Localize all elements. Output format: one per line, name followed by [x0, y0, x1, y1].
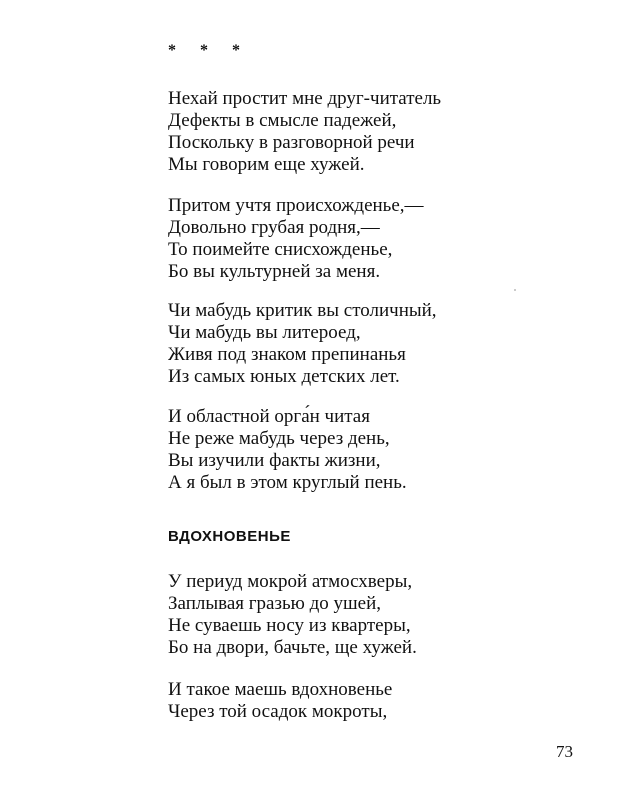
verse-line: Вы изучили факты жизни,	[168, 450, 381, 471]
verse-line: И областной орга́н читая	[168, 406, 370, 427]
poem1-stanza-4	[168, 406, 407, 494]
verse-line: Притом учтя происхожденье,—	[168, 195, 424, 216]
verse-line: Заплывая гразью до ушей,	[168, 593, 381, 614]
verse-line: А я был в этом круглый пень.	[168, 472, 407, 493]
verse-line: Бо вы культурней за меня.	[168, 261, 381, 282]
verse-line: Чи мабудь вы литероед,	[168, 322, 361, 343]
poem2-stanza-1	[168, 571, 417, 659]
poem2-stanza-2	[168, 679, 392, 723]
poem-title: ВДОХНОВЕНЬЕ	[168, 528, 291, 545]
verse-line: То поимейте снисхожденье,	[168, 239, 393, 260]
verse-line: Довольно грубая родня,—	[168, 217, 380, 238]
verse-line: Не реже мабудь через день,	[168, 428, 390, 449]
verse-line: Из самых юных детских лет.	[168, 366, 400, 387]
verse-line: Через той осадок мокроты,	[168, 701, 388, 722]
section-ornament: * * *	[168, 42, 250, 59]
verse-line: Не суваешь носу из квартеры,	[168, 615, 411, 636]
verse-line: Поскольку в разговорной речи	[168, 132, 415, 153]
verse-line: Чи мабудь критик вы столичный,	[168, 300, 437, 321]
verse-line: Дефекты в смысле падежей,	[168, 110, 397, 131]
verse-line: У периуд мокрой атмосхверы,	[168, 571, 413, 592]
verse-line: И такое маешь вдохновенье	[168, 679, 393, 700]
verse-line: Нехай простит мне друг-читатель	[168, 88, 442, 109]
poem1-stanza-3	[168, 300, 437, 388]
verse-line: Живя под знаком препинанья	[168, 344, 406, 365]
poem1-stanza-2	[168, 195, 424, 283]
poem1-stanza-1	[168, 88, 441, 176]
verse-line: Мы говорим еще хужей.	[168, 154, 365, 175]
page-number: 73	[556, 742, 573, 761]
verse-line: Бо на двори, бачьте, ще хужей.	[168, 637, 417, 658]
paper-speck	[514, 289, 516, 291]
